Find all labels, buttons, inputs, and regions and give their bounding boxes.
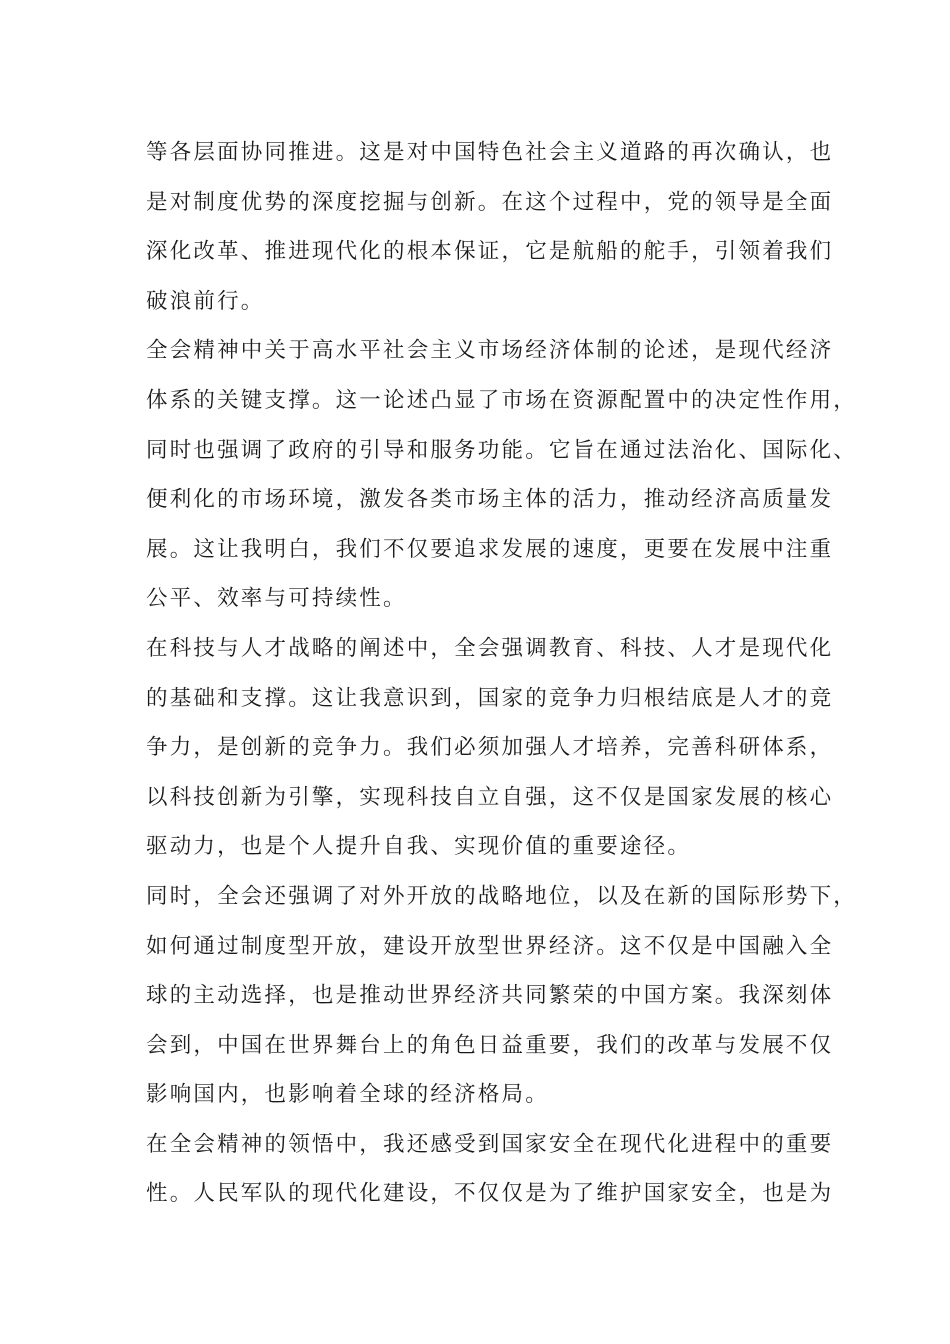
text-line: 全会精神中关于高水平社会主义市场经济体制的论述，是现代经济 <box>146 338 834 364</box>
text-line: 是对制度优势的深度挖掘与创新。在这个过程中，党的领导是全面 <box>146 189 834 215</box>
document-body <box>146 133 858 1224</box>
text-line: 便利化的市场环境，激发各类市场主体的活力，推动经济高质量发 <box>146 487 834 513</box>
text-line: 公平、效率与可持续性。 <box>146 586 407 612</box>
text-line: 展。这让我明白，我们不仅要追求发展的速度，更要在发展中注重 <box>146 536 834 562</box>
text-line: 体系的关键支撑。这一论述凸显了市场在资源配置中的决定性作用， <box>146 387 858 413</box>
text-line: 同时，全会还强调了对外开放的战略地位，以及在新的国际形势下， <box>146 883 858 909</box>
text-line: 以科技创新为引擎，实现科技自立自强，这不仅是国家发展的核心 <box>146 784 834 810</box>
text-line: 如何通过制度型开放，建设开放型世界经济。这不仅是中国融入全 <box>146 933 834 959</box>
text-line: 等各层面协同推进。这是对中国特色社会主义道路的再次确认，也 <box>146 140 834 165</box>
text-line: 会到，中国在世界舞台上的角色日益重要，我们的改革与发展不仅 <box>146 1032 834 1058</box>
text-line: 影响国内，也影响着全球的经济格局。 <box>146 1082 549 1108</box>
text-line: 的基础和支撑。这让我意识到，国家的竞争力归根结底是人才的竞 <box>146 685 834 711</box>
text-line: 争力，是创新的竞争力。我们必须加强人才培养，完善科研体系， <box>146 735 834 761</box>
text-line: 同时也强调了政府的引导和服务功能。它旨在通过法治化、国际化、 <box>146 437 858 463</box>
text-line: 深化改革、推进现代化的根本保证，它是航船的舵手，引领着我们 <box>146 239 834 265</box>
text-line: 球的主动选择，也是推动世界经济共同繁荣的中国方案。我深刻体 <box>146 983 834 1009</box>
text-line: 在全会精神的领悟中，我还感受到国家安全在现代化进程中的重要 <box>146 1131 834 1157</box>
text-line: 破浪前行。 <box>146 288 265 314</box>
text-line: 驱动力，也是个人提升自我、实现价值的重要途径。 <box>146 834 692 860</box>
text-line: 性。人民军队的现代化建设，不仅仅是为了维护国家安全，也是为 <box>146 1181 834 1207</box>
text-line: 在科技与人才战略的阐述中，全会强调教育、科技、人才是现代化 <box>146 635 834 661</box>
